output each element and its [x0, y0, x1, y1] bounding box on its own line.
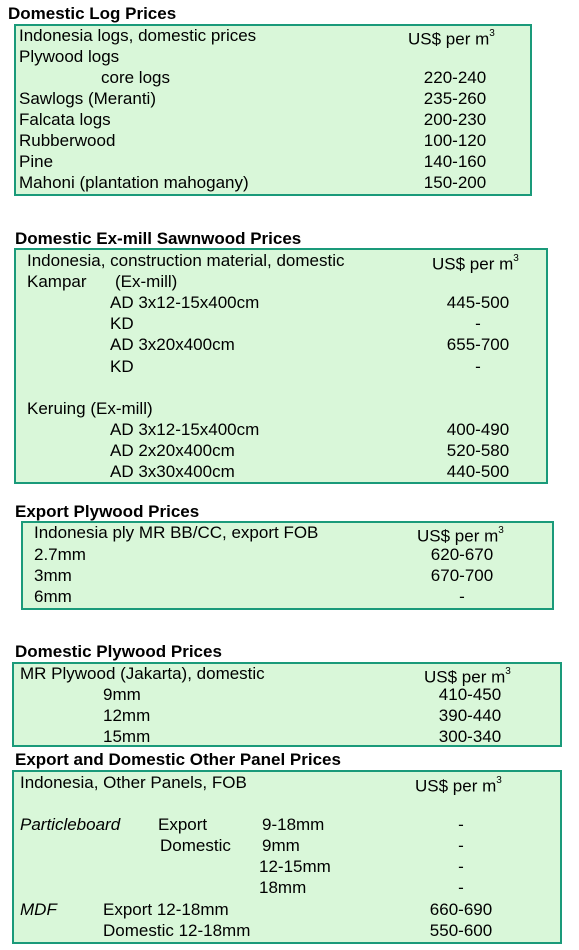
- group-note: (Ex-mill): [115, 272, 178, 291]
- row-value: 660-690: [429, 900, 493, 919]
- row-label: 15mm: [103, 727, 151, 746]
- row-value: 445-500: [446, 293, 510, 312]
- row-label: 12mm: [103, 706, 151, 725]
- row-label: Mahoni (plantation mahogany): [19, 173, 249, 192]
- row-label: AD 3x12-15x400cm: [110, 293, 260, 312]
- row-value: 390-440: [438, 706, 502, 725]
- section-title-other-panels: Export and Domestic Other Panel Prices: [15, 750, 341, 769]
- size-label: 12-15mm: [259, 857, 331, 876]
- row-label: Sawlogs (Meranti): [19, 89, 156, 108]
- row-label: Pine: [19, 152, 54, 171]
- row-label: 6mm: [34, 587, 72, 606]
- row-value: 550-600: [429, 921, 493, 940]
- row-value: 200-230: [423, 110, 487, 129]
- unit-header: US$ per $m^3$: [424, 666, 511, 687]
- size-label: 9mm: [262, 836, 300, 855]
- unit-header: US$ per $m^3$: [408, 28, 495, 49]
- row-value: 150-200: [423, 173, 487, 192]
- group-label-mdf: MDF: [20, 900, 57, 919]
- section-title-domestic-log-prices: Domestic Log Prices: [8, 4, 177, 23]
- row-label: core logs: [101, 68, 170, 87]
- row-label: Export 12-18mm: [103, 900, 229, 919]
- section-title-sawnwood-prices: Domestic Ex-mill Sawnwood Prices: [15, 229, 302, 248]
- row-value: -: [458, 878, 464, 897]
- row-label: 3mm: [34, 566, 72, 585]
- row-label: 9mm: [103, 685, 141, 704]
- row-value: -: [458, 857, 464, 876]
- row-label: Falcata logs: [19, 110, 111, 129]
- group-label-kampar: Kampar: [27, 272, 87, 291]
- table-header: Indonesia logs, domestic prices: [19, 26, 257, 45]
- row-label: KD: [110, 357, 134, 376]
- table-header: Indonesia ply MR BB/CC, export FOB: [34, 523, 319, 542]
- size-label: 9-18mm: [262, 815, 325, 834]
- unit-header: US$ per $m^3$: [432, 253, 519, 274]
- row-label: AD 3x12-15x400cm: [110, 420, 260, 439]
- unit-header: US$ per $m^3$: [415, 775, 502, 796]
- row-value: 410-450: [438, 685, 502, 704]
- row-value: -: [475, 357, 481, 376]
- row-value: 655-700: [446, 335, 510, 354]
- unit-header: US$ per $m^3$: [417, 525, 504, 546]
- row-value: 440-500: [446, 462, 510, 481]
- group-label-particleboard: Particleboard: [20, 815, 121, 834]
- row-label: Domestic 12-18mm: [103, 921, 251, 940]
- row-label: AD 3x20x400cm: [110, 335, 235, 354]
- market-domestic: Domestic: [160, 836, 231, 855]
- row-value: 670-700: [430, 566, 494, 585]
- row-label: AD 3x30x400cm: [110, 462, 235, 481]
- row-value: 235-260: [423, 89, 487, 108]
- size-label: 18mm: [259, 878, 307, 897]
- row-label: 2.7mm: [34, 545, 86, 564]
- group-label-keruing: Keruing (Ex-mill): [27, 399, 153, 418]
- row-value: -: [458, 836, 464, 855]
- row-label: Rubberwood: [19, 131, 116, 150]
- row-label: Plywood logs: [19, 47, 120, 66]
- table-header: Indonesia, construction material, domestic: [27, 251, 345, 270]
- row-value: 220-240: [423, 68, 487, 87]
- row-value: 620-670: [430, 545, 494, 564]
- row-value: 400-490: [446, 420, 510, 439]
- row-value: -: [475, 314, 481, 333]
- row-value: -: [459, 587, 465, 606]
- row-label: KD: [110, 314, 134, 333]
- row-value: 140-160: [423, 152, 487, 171]
- section-title-export-plywood: Export Plywood Prices: [15, 502, 200, 521]
- row-value: 100-120: [423, 131, 487, 150]
- market-export: Export: [158, 815, 208, 834]
- row-value: 520-580: [446, 441, 510, 460]
- table-header: Indonesia, Other Panels, FOB: [20, 773, 247, 792]
- table-header: MR Plywood (Jakarta), domestic: [20, 664, 265, 683]
- section-title-domestic-plywood: Domestic Plywood Prices: [15, 642, 222, 661]
- row-label: AD 2x20x400cm: [110, 441, 235, 460]
- row-value: 300-340: [438, 727, 502, 746]
- row-value: -: [458, 815, 464, 834]
